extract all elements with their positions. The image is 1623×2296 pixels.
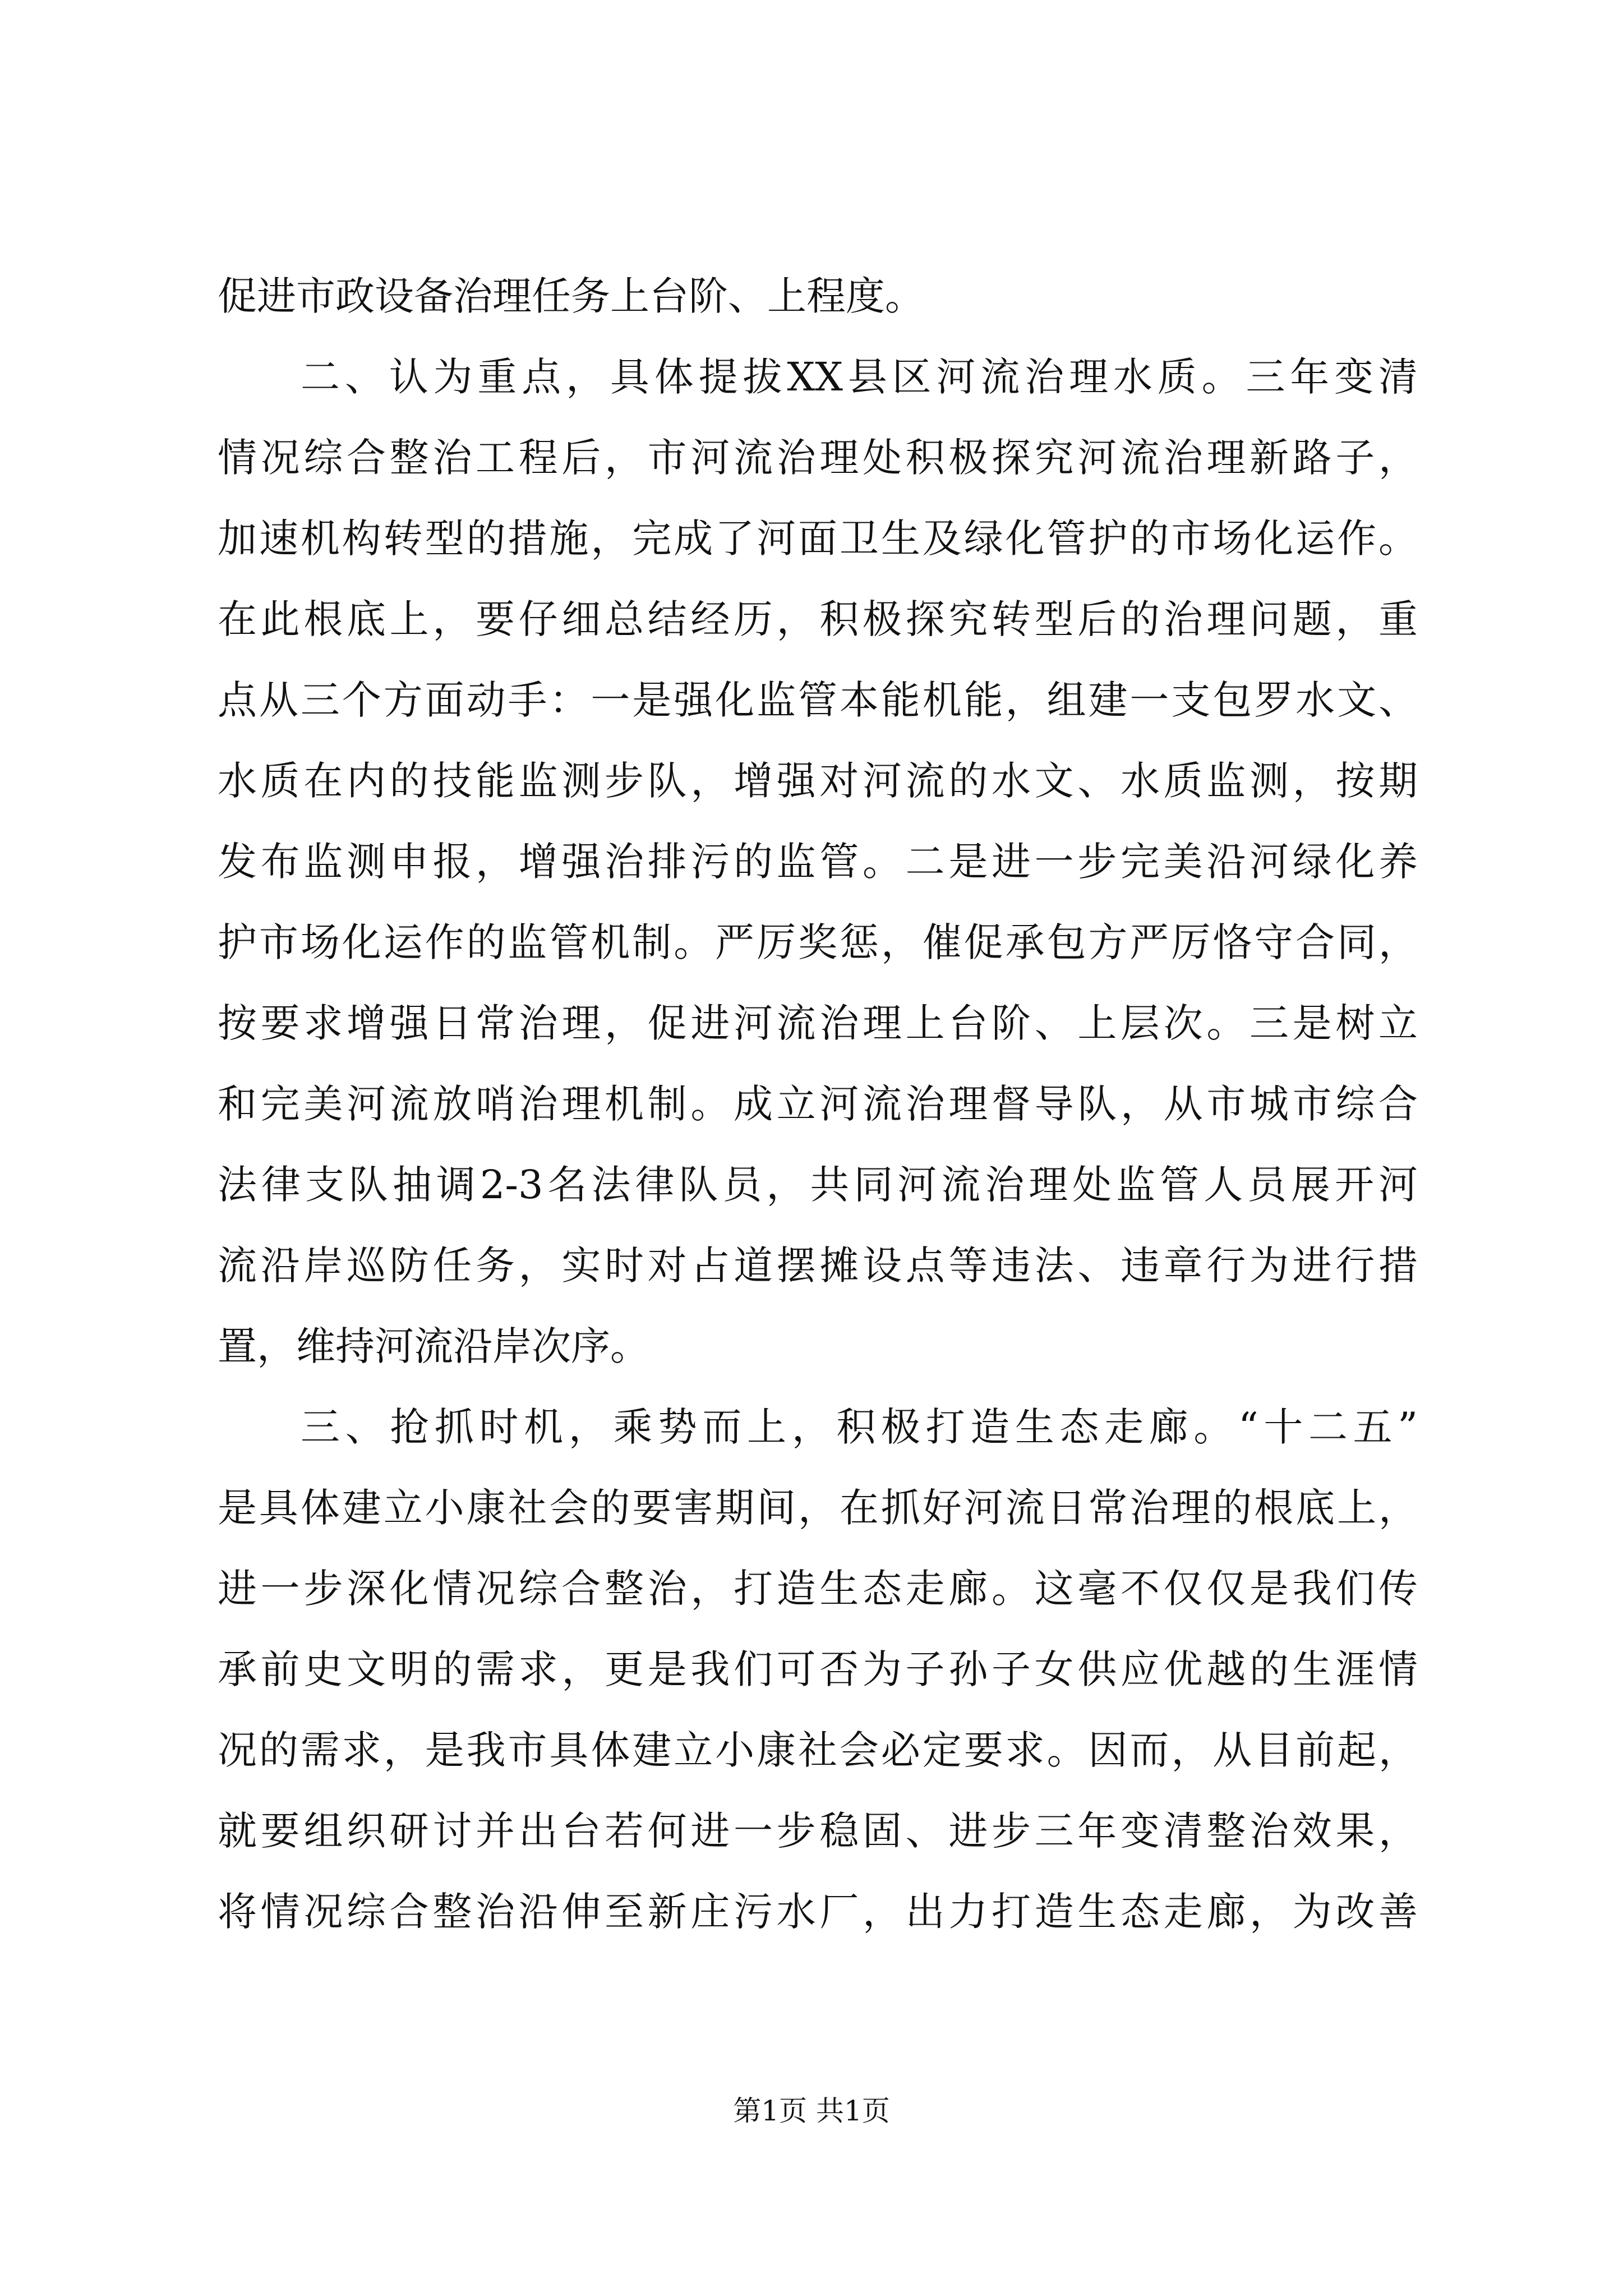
text-line: 加速机构转型的措施，完成了河面卫生及绿化管护的市场化运作。 (218, 516, 1418, 562)
text-line: 按要求增强日常治理，促进河流治理上台阶、上层次。三是树立 (218, 1000, 1418, 1046)
text-line: 护市场化运作的监管机制。严厉奖惩，催促承包方严厉恪守合同， (218, 919, 1418, 965)
text-line: 二、认为重点，具体提拔XX县区河流治理水质。三年变清 (301, 354, 1418, 400)
text-line: 进一步深化情况综合整治，打造生态走廊。这毫不仅仅是我们传 (218, 1566, 1418, 1612)
text-line: 水质在内的技能监测步队，增强对河流的水文、水质监测，按期 (218, 758, 1418, 804)
text-line: 流沿岸巡防任务，实时对占道摆摊设点等违法、违章行为进行措 (218, 1243, 1418, 1289)
body-text (218, 256, 1418, 1952)
text-line: 和完美河流放哨治理机制。成立河流治理督导队，从市城市综合 (218, 1081, 1418, 1127)
text-line: 促进市政设备治理任务上台阶、上程度。 (218, 273, 924, 319)
text-line: 情况综合整治工程后，市河流治理处积极探究河流治理新路子， (218, 435, 1418, 481)
text-line: 将情况综合整治沿伸至新庄污水厂，出力打造生态走廊，为改善 (218, 1889, 1418, 1935)
text-line: 在此根底上，要仔细总结经历，积极探究转型后的治理问题，重 (218, 596, 1418, 642)
text-line: 是具体建立小康社会的要害期间，在抓好河流日常治理的根底上， (218, 1485, 1418, 1531)
page-footer: 第1页 共1页 (733, 2095, 890, 2127)
text-line: 置，维持河流沿岸次序。 (218, 1323, 649, 1369)
text-line: 三、抢抓时机，乘势而上，积极打造生态走廊。“十二五” (301, 1404, 1418, 1450)
text-line: 发布监测申报，增强治排污的监管。二是进一步完美沿河绿化养 (218, 839, 1418, 885)
text-line: 点从三个方面动手：一是强化监管本能机能，组建一支包罗水文、 (218, 677, 1418, 723)
text-line: 就要组织研讨并出台若何进一步稳固、进步三年变清整治效果， (218, 1808, 1418, 1854)
text-line: 况的需求，是我市具体建立小康社会必定要求。因而，从目前起， (218, 1727, 1418, 1773)
text-line: 承前史文明的需求，更是我们可否为子孙子女供应优越的生涯情 (218, 1646, 1418, 1692)
text-line: 法律支队抽调2-3名法律队员，共同河流治理处监管人员展开河 (218, 1162, 1418, 1208)
